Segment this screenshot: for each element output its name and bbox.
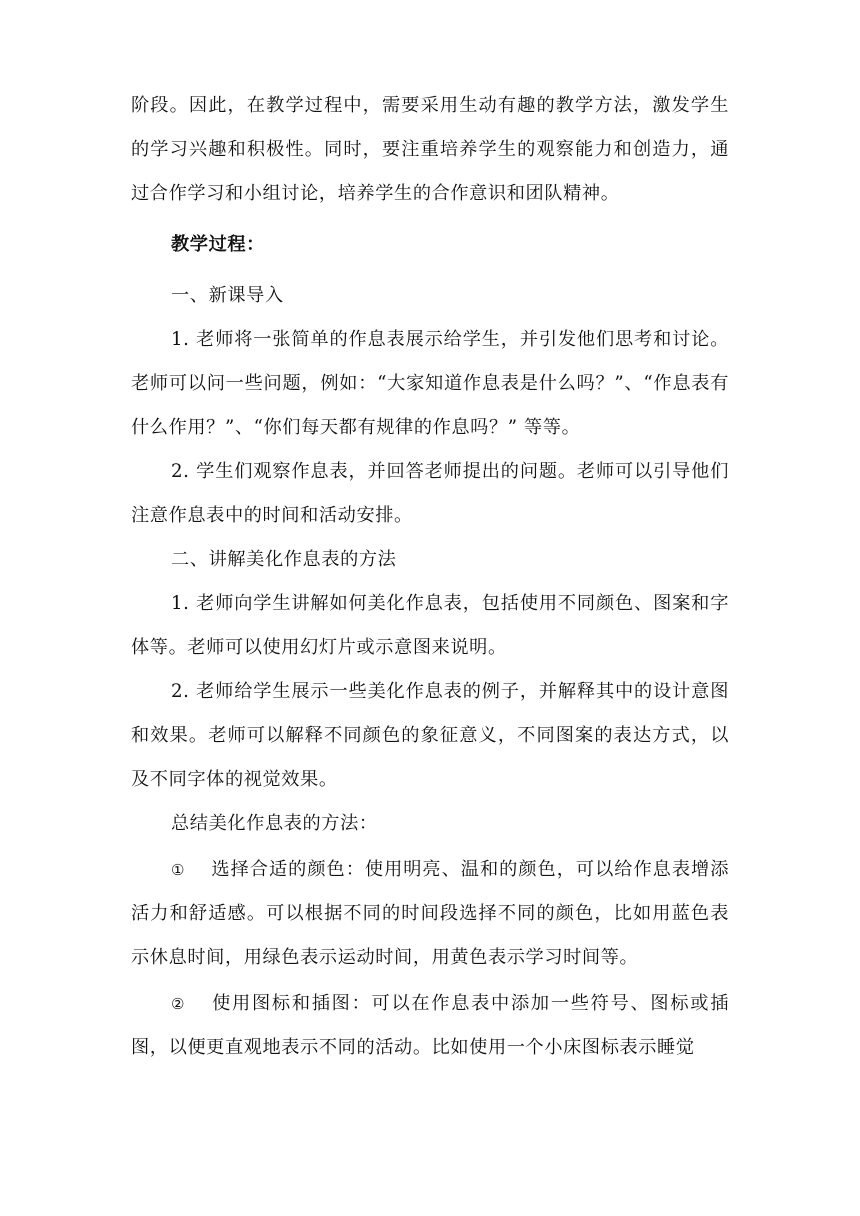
part2-item-1: 1. 老师向学生讲解如何美化作息表，包括使用不同颜色、图案和字体等。老师可以使用幻灯片或示意图来说明。	[131, 593, 729, 658]
part1-item-1: 1. 老师将一张简单的作息表展示给学生，并引发他们思考和讨论。老师可以问一些问题，例如：“大家知道作息表是什么吗？”、“作息表有什么作用？”、“你们每天都有规律的作息吗？” 等等。	[131, 329, 729, 438]
section-heading: 教学过程：	[171, 234, 265, 255]
part2-title: 二、讲解美化作息表的方法	[171, 549, 397, 570]
summary-title: 总结美化作息表的方法：	[171, 813, 378, 834]
document-body	[131, 84, 729, 1070]
part1-title: 一、新课导入	[171, 285, 284, 306]
part2-item-2: 2. 老师给学生展示一些美化作息表的例子，并解释其中的设计意图和效果。老师可以解释不同颜色的象征意义，不同图案的表达方式，以及不同字体的视觉效果。	[131, 681, 729, 790]
circled-number-marker: ②	[171, 995, 186, 1013]
intro-paragraph: 阶段。因此，在教学过程中，需要采用生动有趣的教学方法，激发学生的学习兴趣和积极性。同时，要注重培养学生的观察能力和创造力，通过合作学习和小组讨论，培养学生的合作意识和团队精神。	[131, 95, 729, 204]
method-1	[131, 848, 729, 980]
circled-number-marker: ①	[171, 861, 186, 879]
part1-item-2: 2. 学生们观察作息表，并回答老师提出的问题。老师可以引导他们注意作息表中的时间和活动安排。	[131, 461, 729, 526]
method-2	[131, 982, 729, 1070]
method-1-text: 选择合适的颜色：使用明亮、温和的颜色，可以给作息表增添活力和舒适感。可以根据不同的时间段选择不同的颜色，比如用蓝色表示休息时间，用绿色表示运动时间，用黄色表示学习时间等。	[131, 859, 729, 968]
method-2-text: 使用图标和插图：可以在作息表中添加一些符号、图标或插图，以便更直观地表示不同的活动。比如使用一个小床图标表示睡觉	[131, 993, 729, 1058]
